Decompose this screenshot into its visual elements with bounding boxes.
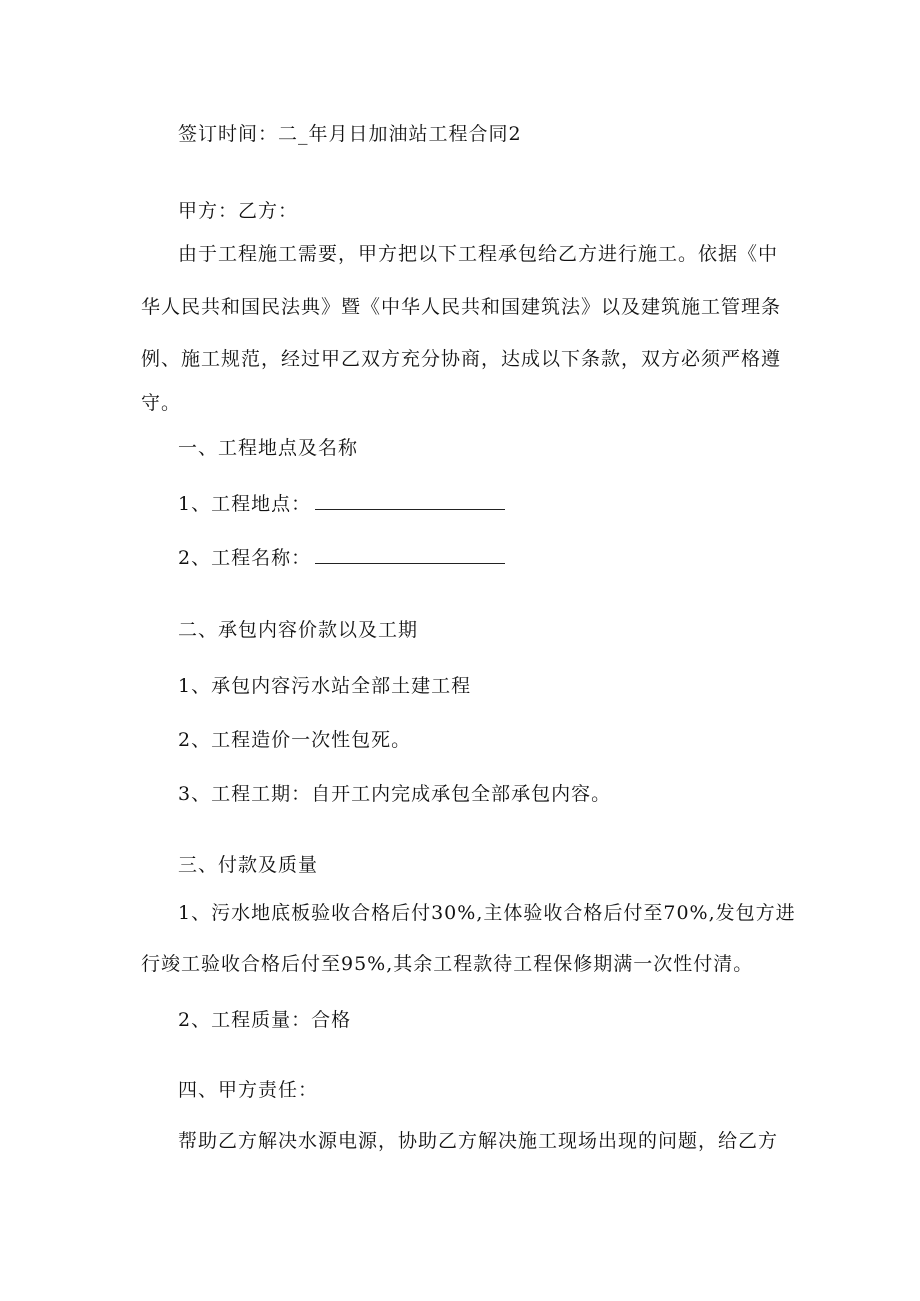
section3-item1-line2: 行竣工验收合格后付至95%,其余工程款待工程保修期满一次性付清。	[141, 953, 754, 975]
sign-time-line: 签订时间：二_年月日加油站工程合同2	[178, 123, 522, 145]
section1-item1	[178, 492, 505, 516]
project-name-label: 2、工程名称：	[178, 547, 312, 569]
intro-line-4: 守。	[141, 392, 182, 414]
section3-item2: 2、工程质量：合格	[178, 1009, 352, 1031]
section2-item1: 1、承包内容污水站全部土建工程	[178, 675, 472, 697]
parties-line: 甲方：乙方：	[178, 200, 299, 222]
section2-item2: 2、工程造价一次性包死。	[178, 729, 412, 751]
section2-item3: 3、工程工期：自开工内完成承包全部承包内容。	[178, 783, 612, 805]
section3-heading: 三、付款及质量	[178, 854, 319, 876]
intro-line-2: 华人民共和国民法典》暨《中华人民共和国建筑法》以及建筑施工管理条	[141, 296, 782, 318]
section4-line1: 帮助乙方解决水源电源，协助乙方解决施工现场出现的问题，给乙方	[178, 1130, 779, 1152]
project-name-blank	[315, 547, 505, 564]
section1-heading: 一、工程地点及名称	[178, 437, 359, 459]
section1-item2	[178, 546, 505, 570]
section4-heading: 四、甲方责任：	[178, 1079, 319, 1101]
intro-line-3: 例、施工规范，经过甲乙双方充分协商，达成以下条款，双方必须严格遵	[141, 348, 782, 370]
section2-heading: 二、承包内容价款以及工期	[178, 619, 419, 641]
project-location-label: 1、工程地点：	[178, 493, 312, 515]
section3-item1-line1: 1、污水地底板验收合格后付30%,主体验收合格后付至70%,发包方进	[178, 902, 796, 924]
intro-line-1: 由于工程施工需要，甲方把以下工程承包给乙方进行施工。依据《中	[178, 243, 779, 265]
project-location-blank	[315, 493, 505, 510]
